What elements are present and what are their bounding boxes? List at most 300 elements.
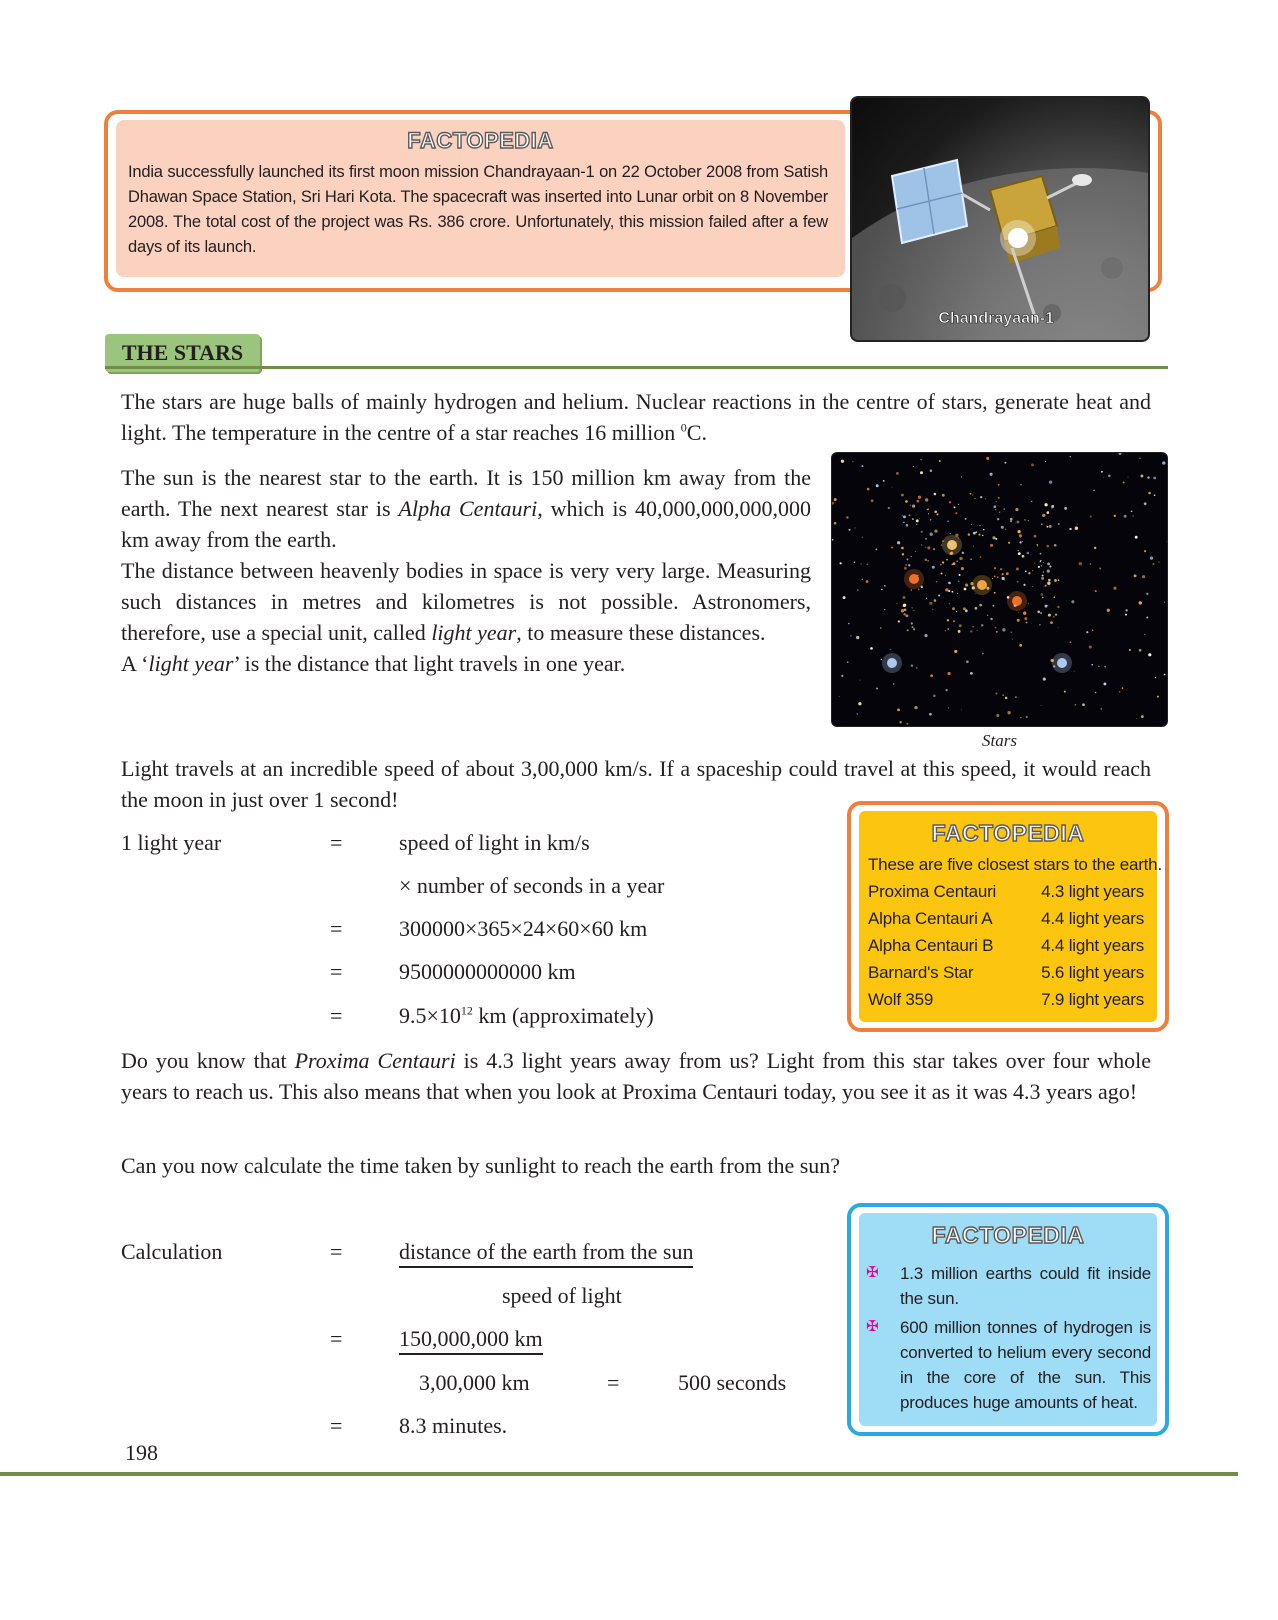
star-dot [862, 579, 863, 580]
star-dot [867, 488, 870, 491]
star-dot [934, 599, 937, 602]
star-dot [1018, 612, 1019, 613]
star-dot [1167, 572, 1168, 575]
star-dot [911, 589, 912, 590]
star-dot [946, 607, 947, 608]
star-dot [1070, 456, 1071, 457]
star-dot [972, 626, 973, 627]
star-dot [1023, 584, 1025, 586]
eq-equals: = [330, 916, 343, 941]
star-dot [840, 562, 842, 564]
star-dot [1047, 582, 1050, 585]
star-dot [896, 603, 897, 604]
star-dot [998, 484, 1000, 486]
star-dot [962, 552, 964, 554]
calc-equals: = [607, 1370, 620, 1395]
star-dot [986, 457, 989, 460]
star-dot [945, 575, 946, 576]
star-dot [1042, 514, 1045, 517]
star-dot [979, 604, 982, 607]
star-dot [1028, 572, 1030, 574]
star-dot [1005, 697, 1008, 700]
star-dot [1037, 545, 1038, 546]
star-dot [995, 627, 997, 629]
star-dot [1023, 612, 1026, 615]
star-dot [930, 519, 932, 521]
fact-item: 600 million tonnes of hydrogen is converted to helium every second in the core of the sun. This produces huge amounts of heat. [900, 1318, 1151, 1412]
star-dot [1135, 536, 1138, 539]
star-dot [1042, 575, 1044, 577]
star-dot [938, 594, 940, 596]
star-dot [996, 714, 999, 717]
star-dot [979, 525, 980, 526]
star-dot [929, 602, 932, 605]
star-dot [913, 628, 915, 630]
star-dot [945, 689, 947, 691]
star-dot [929, 713, 932, 716]
calc-equals: = [330, 1239, 343, 1264]
star-dot [930, 469, 933, 472]
star-dot [893, 683, 895, 685]
star-dot [1124, 515, 1127, 518]
star-dot [905, 564, 907, 566]
star-dot [932, 566, 935, 569]
star-dot [925, 547, 926, 548]
star-dot [1015, 522, 1016, 523]
star-dot [995, 509, 997, 511]
star-dot [888, 507, 890, 509]
star-dot [897, 541, 900, 544]
star-dot [1047, 605, 1048, 606]
star-dot [941, 544, 942, 545]
star-dot [1026, 622, 1028, 624]
eq-equals: = [330, 830, 343, 855]
star-dot [862, 537, 863, 538]
star-dot [1091, 664, 1093, 666]
star-dot [979, 534, 981, 536]
star-dot [925, 498, 928, 501]
star-dot [906, 558, 908, 560]
star-dot [1070, 641, 1072, 643]
star-dot [1048, 579, 1051, 582]
star-dot [1019, 541, 1021, 543]
eq-line-4: 9500000000000 km [399, 959, 576, 984]
star-dot [911, 664, 914, 667]
star-dot [992, 536, 995, 539]
star-dot [1122, 687, 1124, 689]
star-dot [913, 466, 914, 467]
star-dot [945, 630, 946, 631]
star-dot [1144, 550, 1146, 552]
star-dot [1002, 577, 1005, 580]
star-dot [876, 687, 878, 689]
star-dot [1028, 520, 1029, 521]
star-dot [846, 516, 848, 518]
star-dot [1040, 612, 1042, 614]
star-dot [891, 547, 893, 549]
star-dot [921, 544, 922, 545]
star-dot [1075, 704, 1077, 706]
star-dot [870, 647, 873, 650]
star-dot [1164, 602, 1165, 603]
star-dot [1108, 474, 1111, 477]
star-dot [1148, 492, 1151, 495]
star-dot [901, 609, 904, 612]
star-dot [913, 610, 914, 611]
star-dot [1107, 609, 1110, 612]
star-dot [1054, 596, 1056, 598]
star-dot [933, 548, 935, 550]
star-dot [995, 692, 997, 694]
star-dot [1049, 480, 1052, 483]
star-dot [848, 529, 850, 531]
star-dot [948, 582, 951, 585]
star-dot [915, 551, 916, 552]
calc-equals: = [330, 1413, 343, 1438]
star-dot [936, 581, 938, 583]
star-dot [897, 709, 900, 712]
star-dot [843, 596, 846, 599]
star-dot [959, 624, 962, 627]
star-dot [1049, 565, 1051, 567]
star-dot [1043, 571, 1045, 573]
star-dot [903, 516, 906, 519]
bright-star-glow [882, 653, 902, 673]
star-dot [1019, 644, 1022, 647]
star-dot [980, 556, 981, 557]
star-dot [1099, 568, 1101, 570]
star-dot [970, 672, 973, 675]
star-dot [930, 533, 933, 536]
star-dot [992, 578, 993, 579]
star-dot [919, 518, 920, 519]
star-dot [977, 630, 978, 631]
star-dot [942, 494, 945, 497]
star-dot [991, 618, 993, 620]
star-dot [1034, 535, 1037, 538]
star-dot [902, 515, 903, 516]
eq-equals: = [330, 1003, 343, 1028]
star-dot [1043, 678, 1046, 681]
star-dot [963, 607, 966, 610]
star-dot [912, 518, 914, 520]
star-dot [1038, 566, 1040, 568]
star-dot [933, 695, 936, 698]
star-dot [903, 522, 905, 524]
star-dot [1144, 502, 1147, 505]
star-dot [1055, 613, 1057, 615]
star-dot [1148, 653, 1151, 656]
star-dot [1042, 597, 1043, 598]
star-dot [992, 605, 994, 607]
bright-star-glow [904, 569, 924, 589]
star-dot [970, 630, 972, 632]
star-dot [958, 630, 961, 633]
star-dot [1098, 666, 1099, 667]
star-dot [832, 539, 833, 541]
calc-denominator-2: 3,00,000 km [419, 1370, 530, 1395]
stars-image [831, 452, 1168, 727]
star-dot [927, 560, 928, 561]
star-dot [1128, 477, 1129, 478]
star-dot [1157, 696, 1159, 698]
star-dot [1074, 671, 1075, 672]
bright-star-glow [942, 535, 962, 555]
paragraph-distances: The sun is the nearest star to the earth. It is 150 million km away from the earth. The next nearest star is Alpha Centauri, which is 40,000,000,000,000 km away from the earth. The distance between heavenly bodies in space is very very large. Measuring such distances in metres and kilometres is not possible. Astronomers, therefore, use a special unit, called light year, to measure these distances. A ‘light year’ is the distance that light travels in one year. [121, 465, 811, 676]
star-dot [901, 547, 904, 550]
star-dot [974, 498, 975, 499]
star-dot [949, 501, 951, 503]
star-dot [973, 532, 976, 535]
star-dot [1018, 552, 1021, 555]
star-dot [990, 544, 993, 547]
star-dot [1004, 580, 1005, 581]
star-dot [977, 525, 978, 526]
star-dot [1011, 632, 1013, 634]
star-dot [1031, 463, 1034, 466]
list-item: Barnard's Star 5.6 light years [868, 963, 1144, 982]
star-dot [857, 713, 858, 714]
star-dot [1093, 490, 1095, 492]
chandrayaan-image [850, 96, 1150, 342]
star-dot [959, 574, 961, 576]
star-dot [947, 520, 948, 521]
star-dot [942, 561, 944, 563]
star-dot [921, 531, 923, 533]
star-dot [1103, 682, 1106, 685]
star-dot [1071, 600, 1074, 603]
star-dot [1064, 507, 1067, 510]
star-dot [1032, 586, 1033, 587]
star-dot [985, 498, 986, 499]
star-dot [974, 607, 977, 610]
star-dot [998, 497, 1000, 499]
star-dot [961, 710, 962, 711]
star-dot [1022, 555, 1025, 558]
star-dot [1025, 570, 1027, 572]
star-dot [906, 524, 909, 527]
star-dot [1041, 523, 1043, 525]
paragraph-proxima: Do you know that Proxima Centauri is 4.3 light years away from us? Light from this star takes over four whole years to reach us. This also means that when you look at Proxima Centauri today, you see it as it was 4.3 years ago! [121, 1048, 1152, 1104]
star-dot [975, 593, 976, 594]
chandrayaan-illustration [852, 98, 1150, 342]
factopedia-moon-text: India successfully launched its first moon mission Chandrayaan-1 on 22 October 2008 from Satish Dhawan Space Station, Sri Hari Kota. The spacecraft was inserted into Lunar orbit on 8 November 2008. The total cost of the project was Rs. 386 crore. Unfortunately, this mission failed after a few days of its launch. [128, 163, 828, 256]
star-dot [848, 623, 850, 625]
star-dot [1139, 601, 1142, 604]
star-dot [847, 661, 849, 663]
star-dot [1026, 716, 1028, 718]
section-divider [105, 366, 1168, 369]
eq-line-5: $9.5\times 10^{12}$ km (approximately) [399, 1003, 654, 1028]
star-dot [982, 535, 984, 537]
star-dot [972, 495, 973, 496]
star-dot [1017, 530, 1020, 533]
star-dot [1024, 519, 1026, 521]
star-dot [993, 505, 996, 508]
star-dot [1045, 605, 1048, 608]
star-dot [883, 480, 885, 482]
star-dot [965, 518, 967, 520]
star-dot [916, 519, 919, 522]
star-dot [1101, 471, 1103, 473]
star-dot [911, 626, 913, 628]
star-dot [940, 564, 941, 565]
star-dot [970, 493, 972, 495]
star-dot [875, 548, 877, 550]
star-dot [1095, 590, 1097, 592]
star-dot [1150, 556, 1153, 559]
paragraph-stars-intro: The stars are huge balls of mainly hydrogen and helium. Nuclear reactions in the centre of stars, generate heat and light. The temperature in the centre of a star reaches 16 million $^0$C. [121, 389, 1151, 445]
star-dot [881, 659, 882, 660]
starfield-illustration [832, 453, 1168, 727]
star-dot [983, 529, 985, 531]
star-dot [1119, 691, 1121, 693]
star-dot [1089, 646, 1092, 649]
star-dot [1041, 593, 1044, 596]
star-dot [876, 484, 879, 487]
star-dot [973, 546, 974, 547]
star-dot [990, 473, 993, 476]
star-dot [987, 615, 988, 616]
bright-star-glow [1007, 591, 1027, 611]
star-dot [890, 649, 891, 650]
star-dot [953, 562, 956, 565]
star-dot [1139, 458, 1141, 460]
star-dot [1044, 503, 1047, 506]
star-dot [1044, 586, 1045, 587]
star-dot [1139, 649, 1142, 652]
calc-denominator-1: speed of light [502, 1283, 622, 1308]
star-dot [1046, 511, 1049, 514]
star-dot [910, 505, 911, 506]
star-dot [1104, 666, 1105, 667]
star-dot [956, 560, 957, 561]
star-dot [916, 500, 919, 503]
star-dot [995, 538, 997, 540]
star-dot [1129, 649, 1131, 651]
star-dot [850, 635, 851, 636]
star-dot [1103, 477, 1104, 478]
star-dot [911, 607, 912, 608]
calc-numerator-1: distance of the earth from the sun [399, 1237, 693, 1267]
star-dot [1001, 526, 1004, 529]
star-dot [1086, 631, 1088, 633]
star-dot [927, 546, 930, 549]
star-dot [947, 619, 949, 621]
star-dot [921, 459, 922, 460]
star-dot [1004, 462, 1006, 464]
star-dot [925, 558, 928, 561]
star-dot [1162, 461, 1165, 464]
star-dot [1075, 527, 1078, 530]
star-dot [1154, 494, 1156, 496]
star-dot [1036, 544, 1038, 546]
star-dot [955, 512, 957, 514]
star-dot [1022, 541, 1023, 542]
star-dot [903, 604, 906, 607]
star-dot [968, 533, 970, 535]
star-dot [1045, 461, 1046, 462]
star-dot [934, 510, 937, 513]
star-dot [1114, 515, 1116, 517]
star-dot [1000, 568, 1002, 570]
star-dot [1017, 581, 1019, 583]
star-dot [909, 514, 911, 516]
page-number: 198 [125, 1440, 158, 1465]
star-dot [994, 567, 996, 569]
star-dot [857, 589, 858, 590]
star-dot [911, 622, 913, 624]
star-dot [970, 558, 972, 560]
star-dot [904, 567, 907, 570]
star-dot [918, 589, 919, 590]
eq-line-2: × number of seconds in a year [399, 873, 665, 898]
star-dot [867, 564, 868, 565]
star-dot [861, 563, 862, 564]
star-dot [1076, 524, 1077, 525]
star-dot [1054, 544, 1057, 547]
calc-equals: = [330, 1326, 343, 1351]
star-dot [856, 636, 859, 639]
star-dot [903, 613, 906, 616]
star-dot [1134, 574, 1137, 577]
star-dot [1058, 523, 1060, 525]
star-dot [1034, 563, 1035, 564]
star-dot [961, 476, 962, 477]
star-dot [947, 628, 949, 630]
star-dot [891, 487, 892, 488]
paragraph-light-speed: Light travels at an incredible speed of about 3,00,000 km/s. If a spaceship could travel at this speed, it would reach the moon in just over 1 second! [121, 756, 1151, 812]
star-dot [1144, 634, 1145, 635]
calc-result-seconds: 500 seconds [678, 1370, 787, 1395]
calc-numerator-2: 150,000,000 km [399, 1324, 543, 1354]
list-item: Alpha Centauri A 4.4 light years [868, 909, 1144, 928]
star-dot [880, 627, 882, 629]
star-dot [965, 609, 968, 612]
star-dot [1140, 475, 1143, 478]
star-dot [1020, 717, 1021, 718]
star-dot [902, 596, 905, 599]
star-dot [1006, 572, 1009, 575]
star-dot [1040, 561, 1041, 562]
cross-pattee-icon: ✠ [866, 1317, 879, 1335]
star-dot [1131, 510, 1133, 512]
star-dot [936, 513, 938, 515]
star-dot [908, 564, 910, 566]
star-dot [1026, 552, 1029, 555]
star-dot [928, 513, 929, 514]
star-dot [1015, 508, 1018, 511]
star-dot [1155, 677, 1156, 678]
star-dot [1017, 619, 1020, 622]
star-dot [945, 588, 948, 591]
star-dot [860, 680, 861, 681]
star-dot [1136, 718, 1137, 719]
star-dot [1039, 624, 1040, 625]
star-dot [907, 629, 909, 631]
star-dot [958, 581, 959, 582]
star-dot [1018, 550, 1019, 551]
star-dot [954, 506, 956, 508]
star-dot [1002, 573, 1004, 575]
list-item: Alpha Centauri B 4.4 light years [868, 936, 1144, 955]
star-dot [884, 609, 885, 610]
star-dot [1146, 593, 1148, 595]
star-dot [884, 585, 886, 587]
star-dot [1095, 692, 1097, 694]
factopedia-stars-title: FACTOPEDIA [931, 820, 1085, 846]
eq-equals: = [330, 959, 343, 984]
